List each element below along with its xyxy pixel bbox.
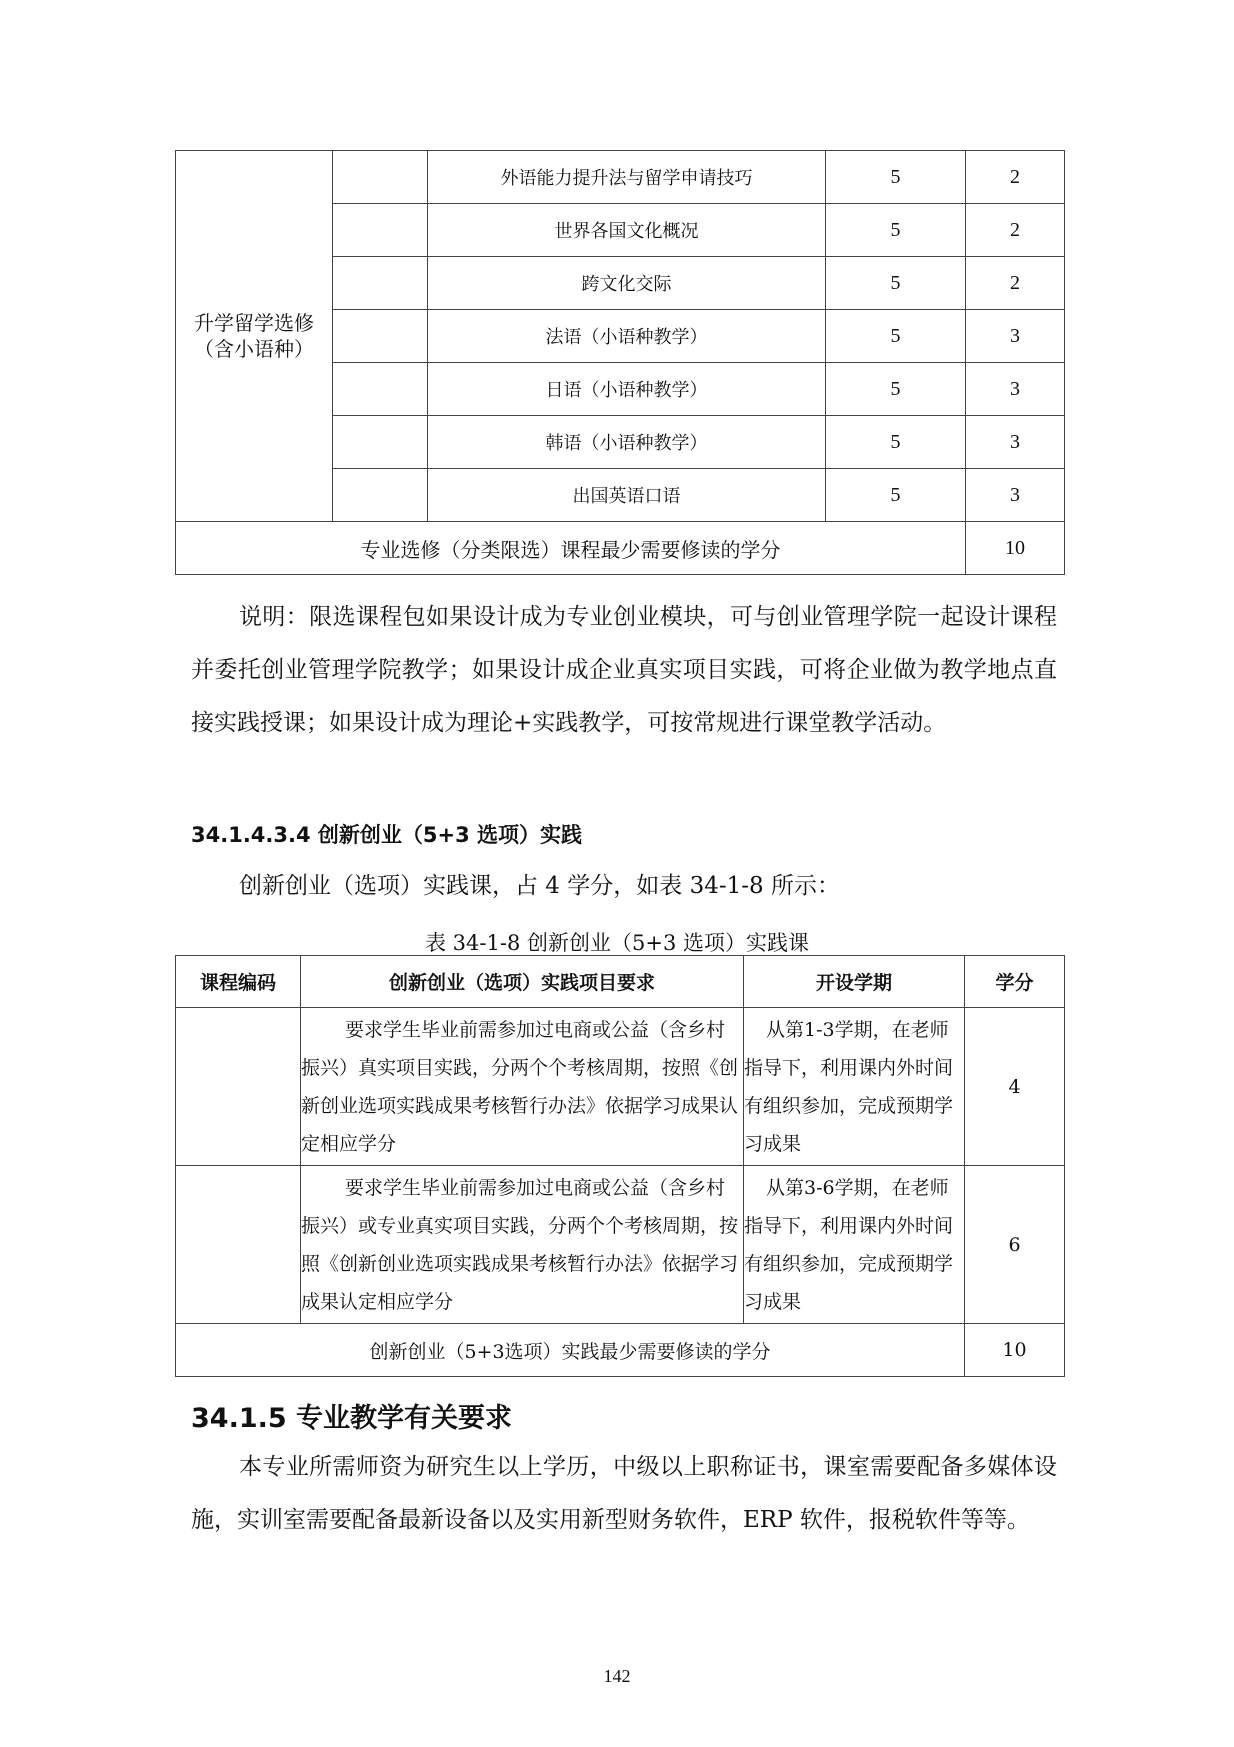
semester: 5 [826, 363, 966, 416]
summary-row [176, 522, 1065, 575]
table-row [176, 1166, 1065, 1324]
credit: 4 [965, 1008, 1065, 1166]
summary-label: 专业选修（分类限选）课程最少需要修读的学分 [176, 522, 966, 575]
credit: 2 [966, 151, 1065, 204]
course-code [333, 257, 428, 310]
credit: 3 [966, 363, 1065, 416]
header-credit: 学分 [965, 956, 1065, 1008]
course-code [333, 151, 428, 204]
semester: 5 [826, 310, 966, 363]
course-name: 世界各国文化概况 [428, 204, 826, 257]
course-code [176, 1008, 301, 1166]
course-name: 韩语（小语种教学） [428, 416, 826, 469]
summary-value: 10 [966, 522, 1065, 575]
page-number: 142 [603, 1666, 631, 1686]
semester: 从第1-3学期，在老师指导下，利用课内外时间有组织参加，完成预期学习成果 [744, 1008, 965, 1166]
credit: 2 [966, 204, 1065, 257]
credit: 3 [966, 416, 1065, 469]
table-caption: 表 34-1-8 创新创业（5+3 选项）实践课 [425, 931, 809, 955]
header-semester: 开设学期 [744, 956, 965, 1008]
section-heading: 34.1.4.3.4 创新创业（5+3 选项）实践 [191, 823, 583, 847]
course-code [333, 363, 428, 416]
section2-paragraph: 本专业所需师资为研究生以上学历，中级以上职称证书，课室需要配备多媒体设施，实训室需要配备最新设备以及实用新型财务软件，ERP 软件，报税软件等等。 [191, 1454, 1057, 1533]
header-code: 课程编码 [176, 956, 301, 1008]
course-name: 外语能力提升法与留学申请技巧 [428, 151, 826, 204]
summary-value: 10 [965, 1324, 1065, 1377]
credit: 3 [966, 310, 1065, 363]
semester: 5 [826, 204, 966, 257]
table-row [176, 151, 1065, 204]
header-requirement: 创新创业（选项）实践项目要求 [301, 956, 744, 1008]
course-name: 跨文化交际 [428, 257, 826, 310]
requirement: 要求学生毕业前需参加过电商或公益（含乡村振兴）或专业真实项目实践，分两个个考核周期，按照《创新创业选项实践成果考核暂行办法》依据学习成果认定相应学分 [301, 1166, 744, 1324]
course-code [333, 310, 428, 363]
group-label: 升学留学选修（含小语种） [176, 151, 333, 522]
semester: 5 [826, 257, 966, 310]
summary-row [176, 1324, 1065, 1377]
course-name: 法语（小语种教学） [428, 310, 826, 363]
note-paragraph: 说明：限选课程包如果设计成为专业创业模块，可与创业管理学院一起设计课程并委托创业管理学院教学；如果设计成企业真实项目实践，可将企业做为教学地点直接实践授课；如果设计成为理论+实践教学，可按常规进行课堂教学活动。 [191, 604, 1057, 736]
section-intro: 创新创业（选项）实践课，占 4 学分，如表 34-1-8 所示： [239, 873, 840, 899]
course-code [333, 416, 428, 469]
requirement: 要求学生毕业前需参加过电商或公益（含乡村振兴）真实项目实践，分两个个考核周期，按照《创新创业选项实践成果考核暂行办法》依据学习成果认定相应学分 [301, 1008, 744, 1166]
course-code [333, 469, 428, 522]
course-code [176, 1166, 301, 1324]
summary-label: 创新创业（5+3选项）实践最少需要修读的学分 [176, 1324, 965, 1377]
semester: 5 [826, 151, 966, 204]
semester: 5 [826, 469, 966, 522]
course-name: 出国英语口语 [428, 469, 826, 522]
innovation-practice-table [175, 955, 1065, 1377]
credit: 2 [966, 257, 1065, 310]
table-row [176, 1008, 1065, 1166]
elective-course-table [175, 150, 1065, 575]
course-code [333, 204, 428, 257]
credit: 3 [966, 469, 1065, 522]
credit: 6 [965, 1166, 1065, 1324]
semester: 从第3-6学期，在老师指导下，利用课内外时间有组织参加，完成预期学习成果 [744, 1166, 965, 1324]
semester: 5 [826, 416, 966, 469]
course-name: 日语（小语种教学） [428, 363, 826, 416]
section2-heading: 34.1.5 专业教学有关要求 [191, 1403, 513, 1434]
